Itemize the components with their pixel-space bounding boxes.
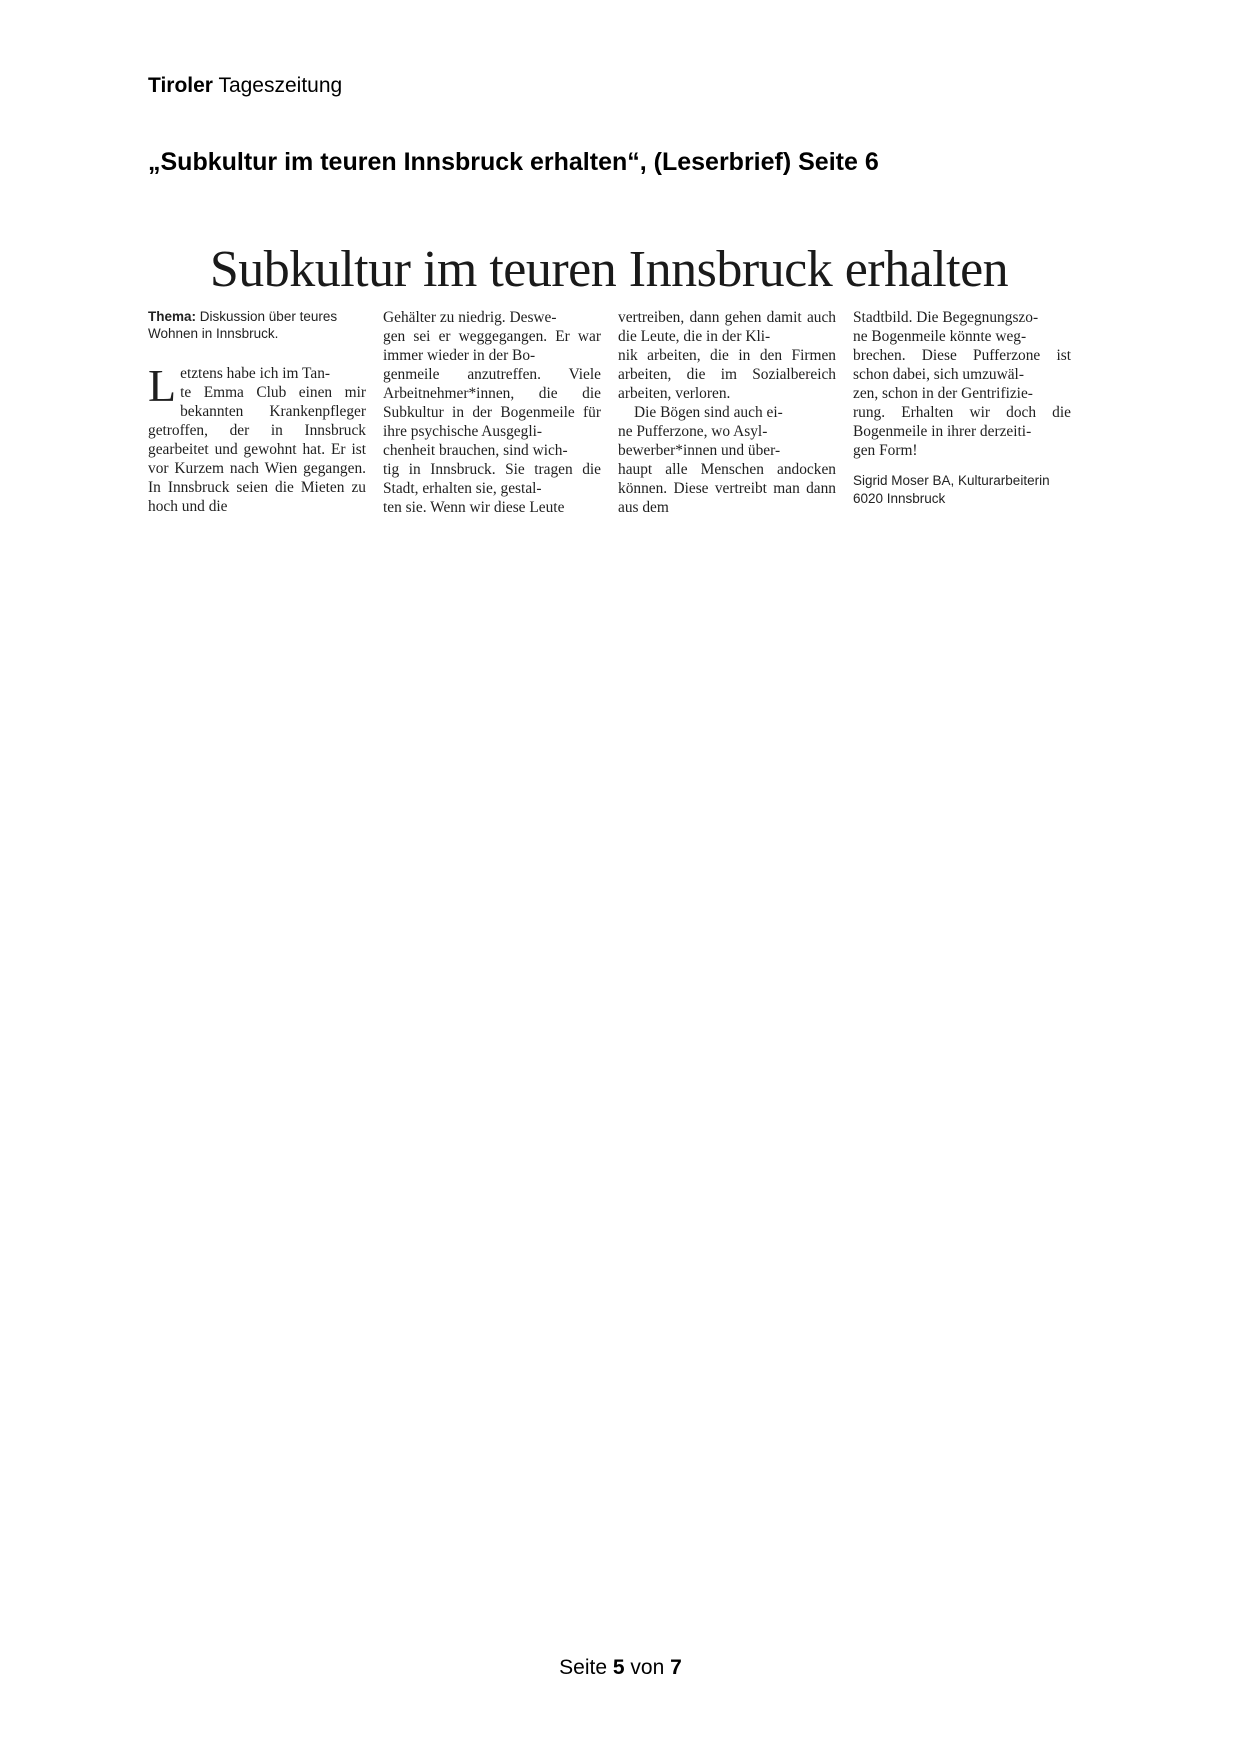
thema-text: Diskussion über teures Wohnen in Innsbruck.	[148, 309, 338, 341]
article-column-3	[618, 308, 836, 517]
article-paragraph-1-cont: Gehälter zu niedrig. Deswe- gen sei er weggegangen. Er war immer wieder in der Bo- genmeile anzutreffen. Viele Arbeitnehmer*innen, die die Subkultur in der Bogenmeile für ihre psychische Ausgegli- chenheit brauchen, sind wich- tig in Innsbruck. Sie tragen die Stadt, erhalten sie, gestal- ten sie. Wenn wir diese Leute	[383, 309, 601, 516]
article-column-1	[148, 308, 366, 516]
publication-name-bold: Tiroler	[148, 74, 213, 97]
page-total: 7	[670, 1656, 682, 1679]
page-separator: von	[630, 1656, 665, 1679]
page-prefix: Seite	[559, 1656, 608, 1679]
article-paragraph-2-end: Stadtbild. Die Begegnungszo- ne Bogenmeile könnte weg- brechen. Diese Pufferzone ist schon dabei, sich umzuwäl- zen, schon in der Gentrifizie- rung. Erhalten wir doch die Bogenmeile in ihrer derzeiti- gen Form!	[853, 309, 1071, 459]
publication-name	[148, 74, 342, 98]
article-headline: Subkultur im teuren Innsbruck erhalten	[209, 241, 1009, 298]
author-location: 6020 Innsbruck	[853, 491, 946, 506]
article-paragraph-2-start: Die Bögen sind auch ei- ne Pufferzone, wo Asyl- bewerber*innen und über- haupt alle Menschen andocken können. Diese vertreibt man dann aus dem	[618, 404, 836, 516]
article-column-2	[383, 308, 601, 517]
page-number	[0, 1656, 1241, 1680]
newspaper-clipping	[148, 240, 1070, 522]
article-column-4	[853, 308, 1071, 508]
author-name: Sigrid Moser BA, Kulturarbeiterin	[853, 473, 1050, 488]
thema-label: Thema:	[148, 309, 197, 324]
author-signature	[853, 472, 1071, 508]
article-paragraph-1-start: Letztens habe ich im Tan- te Emma Club einen mir bekannten Krankenpfleger getroffen, der in Innsbruck gearbeitet und gewohnt hat. Er ist vor Kurzem nach Wien gegangen. In Innsbruck seien die Mieten zu hoch und die	[148, 360, 366, 515]
thema-line	[148, 308, 366, 342]
document-title: „Subkultur im teuren Innsbruck erhalten“, (Leserbrief) Seite 6	[148, 148, 879, 176]
article-paragraph-1-end: vertreiben, dann gehen damit auch die Leute, die in der Kli- nik arbeiten, die in den Firmen arbeiten, die im Sozialbereich arbeiten, verloren.	[618, 309, 836, 402]
publication-name-rest: Tageszeitung	[218, 74, 343, 97]
drop-cap: L	[148, 360, 177, 411]
page-current: 5	[612, 1656, 625, 1679]
